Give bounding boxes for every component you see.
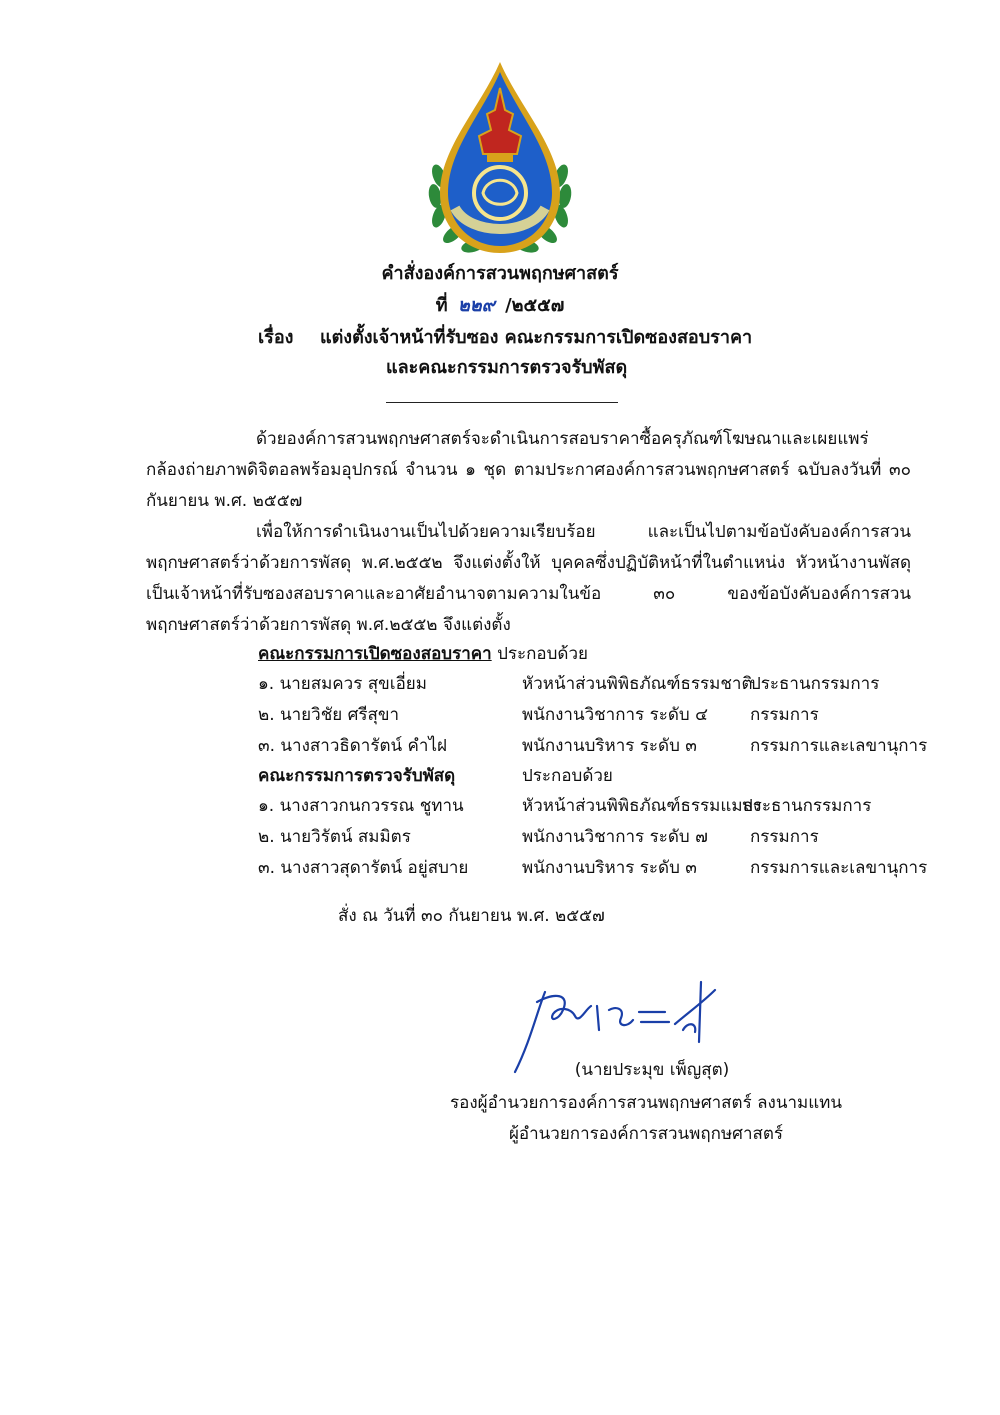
document-number — [0, 294, 1000, 318]
member-name: ๑. นายสมควร สุขเอี่ยม — [258, 674, 427, 694]
member-name: ๑. นางสาวกนกวรรณ ชูทาน — [258, 796, 464, 816]
member-name: ๒. นายวิชัย ศรีสุขา — [258, 705, 400, 725]
committee-1-composed-of: ประกอบด้วย — [497, 644, 588, 664]
subject-line-2: และคณะกรรมการตรวจรับพัสดุ — [386, 357, 628, 378]
organization-logo-icon — [425, 58, 575, 258]
number-suffix: /๒๕๕๗ — [505, 295, 565, 316]
paragraph-2-text: เพื่อให้การดำเนินงานเป็นไปด้วยความเรียบร้อย และเป็นไปตามข้อบังคับองค์การสวนพฤกษศาสตร์ว่าด้วยการพัสดุ พ.ศ.๒๕๕๒ จึงแต่งตั้งให้ บุคคลซึ่งปฏิบัติหน้าที่ในตำแหน่ง หัวหน้างานพัสดุ เป็นเจ้าหน้าที่รับซองสอบราคาและอาศัยอำนาจตามความในข้อ ๓๐ ของข้อบังคับองค์การสวนพฤกษศาสตร์ว่าด้วยการพัสดุ พ.ศ.๒๕๕๒ จึงแต่งตั้ง — [146, 522, 911, 635]
signatory-title-1: รองผู้อำนวยการองค์การสวนพฤกษศาสตร์ ลงนามแทน — [449, 1093, 842, 1113]
committee-2-composed-of: ประกอบด้วย — [522, 766, 613, 786]
handwritten-number: ๒๒๙ — [457, 295, 495, 316]
member-role: กรรมการและเลขานุการ — [750, 736, 928, 756]
member-position: พนักงานวิชาการ ระดับ ๗ — [522, 827, 708, 847]
member-role: ประธานกรรมการ — [742, 796, 872, 816]
title-divider — [386, 402, 618, 403]
member-role: กรรมการ — [750, 705, 819, 725]
member-name: ๒. นายวิรัตน์ สมมิตร — [258, 827, 411, 847]
member-position: หัวหน้าส่วนพิพิธภัณฑ์ธรรมแมลง — [522, 796, 762, 816]
member-position: หัวหน้าส่วนพิพิธภัณฑ์ธรรมชาติ — [522, 674, 753, 694]
member-position: พนักงานวิชาการ ระดับ ๔ — [522, 705, 708, 725]
body-paragraph-1 — [146, 424, 911, 517]
member-name: ๓. นางสาวสุดารัตน์ อยู่สบาย — [258, 858, 469, 878]
member-role: กรรมการ — [750, 827, 819, 847]
number-prefix: ที่ — [435, 295, 448, 316]
signatory-name: (นายประมุข เพ็ญสุต) — [574, 1060, 730, 1080]
member-position: พนักงานบริหาร ระดับ ๓ — [522, 736, 697, 756]
committee-1-heading — [258, 642, 588, 666]
subject-text-1: แต่งตั้งเจ้าหน้าที่รับซอง คณะกรรมการเปิดซองสอบราคา — [320, 327, 753, 348]
member-name: ๓. นางสาวธิดารัตน์ คำไฝ — [258, 736, 447, 756]
order-date: สั่ง ณ วันที่ ๓๐ กันยายน พ.ศ. ๒๕๕๗ — [338, 906, 605, 926]
committee-2-title: คณะกรรมการตรวจรับพัสดุ — [258, 766, 456, 786]
committee-1-title: คณะกรรมการเปิดซองสอบราคา — [258, 644, 492, 664]
member-role: ประธานกรรมการ — [750, 674, 880, 694]
document-title: คำสั่งองค์การสวนพฤกษศาสตร์ — [381, 263, 619, 284]
paragraph-1-text: ด้วยองค์การสวนพฤกษศาสตร์จะดำเนินการสอบราคาซื้อครุภัณฑ์โฆษณาและเผยแพร่ กล้องถ่ายภาพดิจิตอลพร้อมอุปกรณ์ จำนวน ๑ ชุด ตามประกาศองค์การสวนพฤกษศาสตร์ ฉบับลงวันที่ ๓๐ กันยายน พ.ศ. ๒๕๕๗ — [146, 429, 911, 511]
member-role: กรรมการและเลขานุการ — [750, 858, 928, 878]
signatory-title-2: ผู้อำนวยการองค์การสวนพฤกษศาสตร์ — [508, 1124, 784, 1144]
subject-label: เรื่อง — [258, 327, 294, 348]
subject-line — [258, 326, 752, 350]
member-position: พนักงานบริหาร ระดับ ๓ — [522, 858, 697, 878]
body-paragraph-2 — [146, 517, 911, 641]
